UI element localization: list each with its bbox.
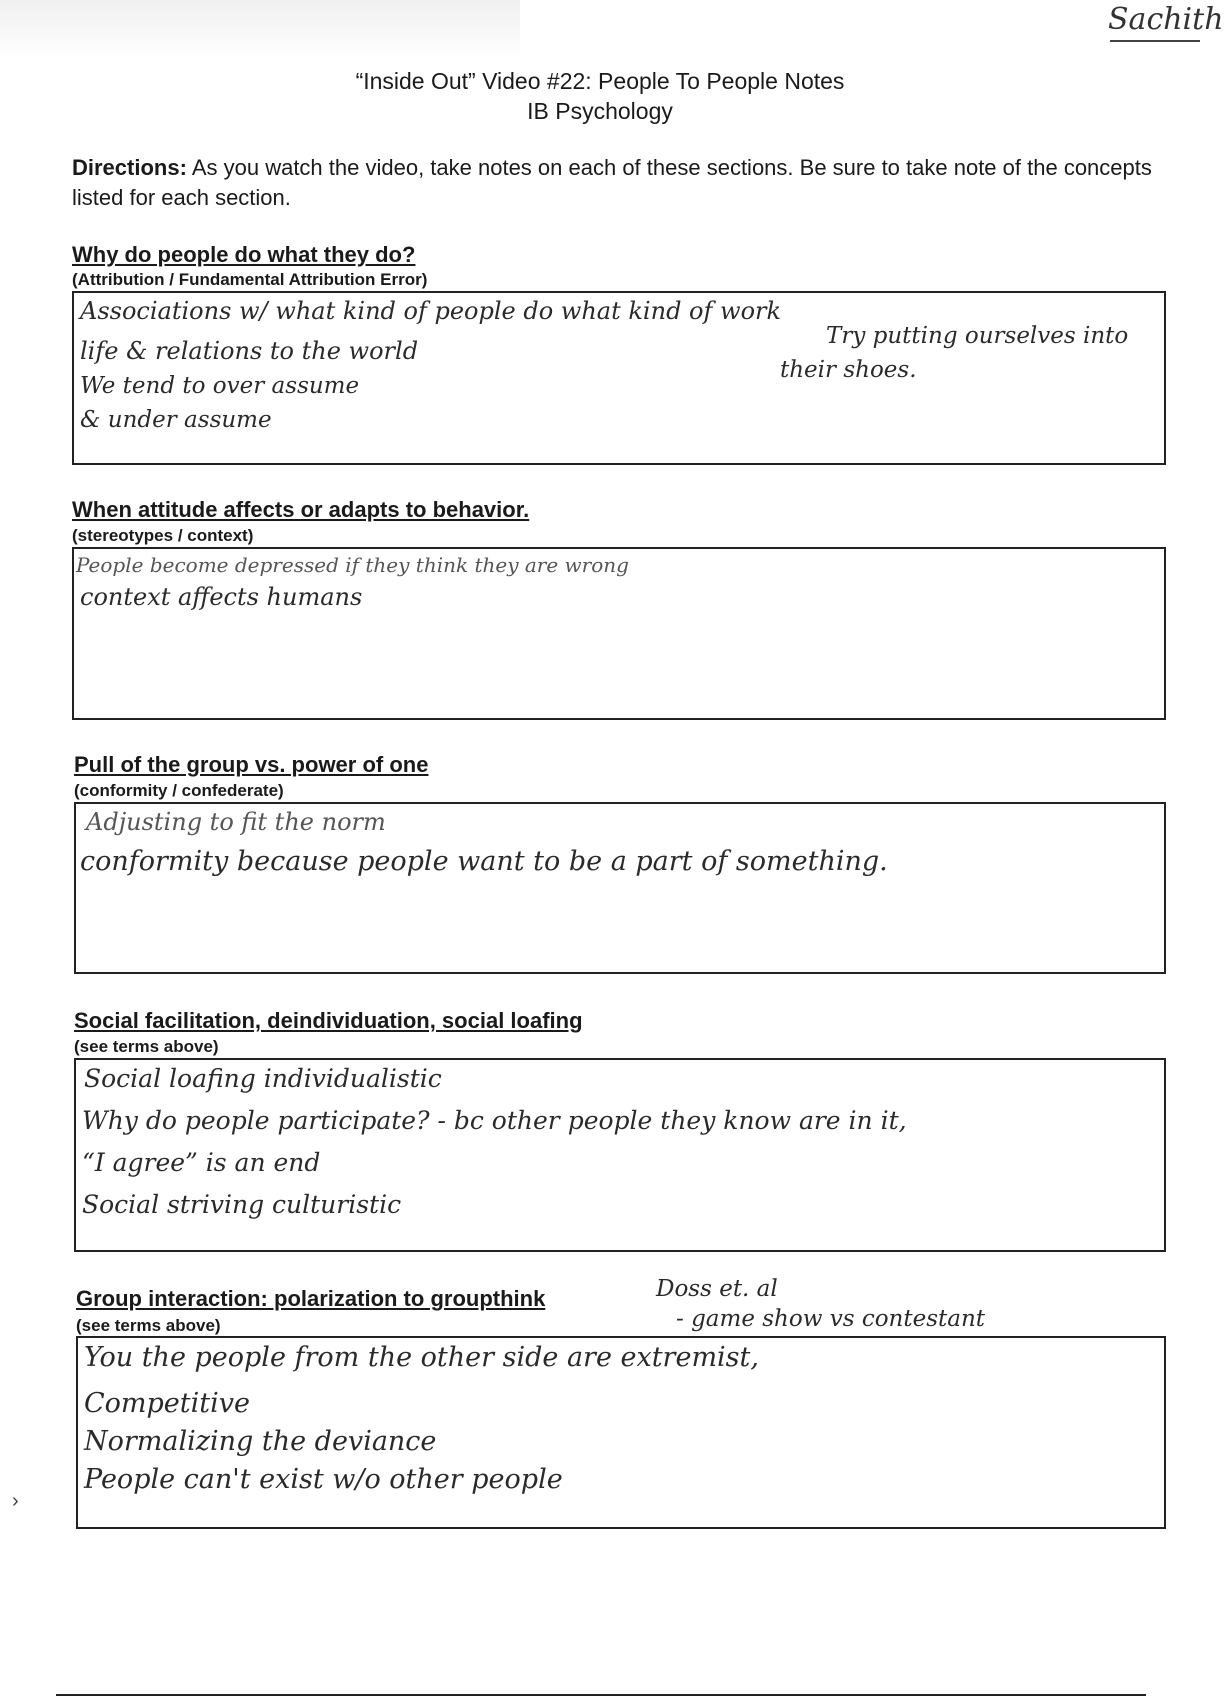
section-3-title: Pull of the group vs. power of one xyxy=(74,752,429,777)
section-5-note: People can't exist w/o other people xyxy=(84,1464,563,1495)
section-5-side-note: Doss et. al xyxy=(656,1276,778,1302)
section-3-note: conformity because people want to be a part of something. xyxy=(80,846,888,877)
section-1-note: Associations w/ what kind of people do what kind of work xyxy=(80,297,782,325)
section-5-title: Group interaction: polarization to groupthink xyxy=(76,1286,546,1311)
name-underline xyxy=(1110,40,1200,42)
scan-shadow xyxy=(0,0,520,60)
section-1-title: Why do people do what they do? xyxy=(72,242,416,267)
section-2-subtitle: (stereotypes / context) xyxy=(72,526,254,545)
section-2-title: When attitude affects or adapts to behavior. xyxy=(72,497,530,522)
section-5-side-note: - game show vs contestant xyxy=(676,1306,986,1332)
section-4-note: Social striving culturistic xyxy=(82,1190,402,1219)
directions-paragraph xyxy=(72,153,1152,213)
section-5-note: Normalizing the deviance xyxy=(84,1426,437,1457)
section-4-notes-box xyxy=(74,1058,1166,1252)
section-1-note: & under assume xyxy=(80,407,272,433)
section-4-subtitle: (see terms above) xyxy=(74,1037,219,1056)
section-2-note: context affects humans xyxy=(80,583,363,611)
section-5-subtitle: (see terms above) xyxy=(76,1316,221,1335)
section-2-note: People become depressed if they think they are wrong xyxy=(76,553,629,577)
section-3-note: Adjusting to fit the norm xyxy=(86,808,386,836)
section-1-subtitle: (Attribution / Fundamental Attribution Error) xyxy=(72,270,428,289)
directions-label: Directions: xyxy=(72,155,187,180)
stray-mark: › xyxy=(12,1490,19,1512)
section-3-subtitle: (conformity / confederate) xyxy=(74,781,284,800)
section-4-title: Social facilitation, deindividuation, social loafing xyxy=(74,1008,583,1033)
section-2-notes-box xyxy=(72,547,1166,720)
worksheet-header xyxy=(0,66,1200,126)
section-4-note: Social loafing individualistic xyxy=(84,1064,442,1093)
section-1-notes-box xyxy=(72,291,1166,465)
section-4-note: “I agree” is an end xyxy=(82,1148,321,1177)
section-4-note: Why do people participate? - bc other people they know are in it, xyxy=(82,1106,907,1135)
section-1-note: their shoes. xyxy=(780,357,917,383)
section-3-notes-box xyxy=(74,802,1166,974)
course-name: IB Psychology xyxy=(527,98,673,124)
worksheet-title: “Inside Out” Video #22: People To People Notes xyxy=(355,68,845,94)
bottom-rule xyxy=(56,1694,1146,1696)
section-1-note: We tend to over assume xyxy=(80,373,360,399)
section-5-note: Competitive xyxy=(84,1388,250,1419)
section-5-note: You the people from the other side are extremist, xyxy=(84,1342,759,1373)
directions-text: As you watch the video, take notes on each of these sections. Be sure to take note of the concepts listed for each section. xyxy=(72,155,1152,210)
section-5-notes-box xyxy=(76,1336,1166,1529)
section-1-note: Try putting ourselves into xyxy=(826,323,1129,349)
student-name-handwritten: Sachith xyxy=(1108,2,1224,37)
section-1-note: life & relations to the world xyxy=(80,337,419,365)
